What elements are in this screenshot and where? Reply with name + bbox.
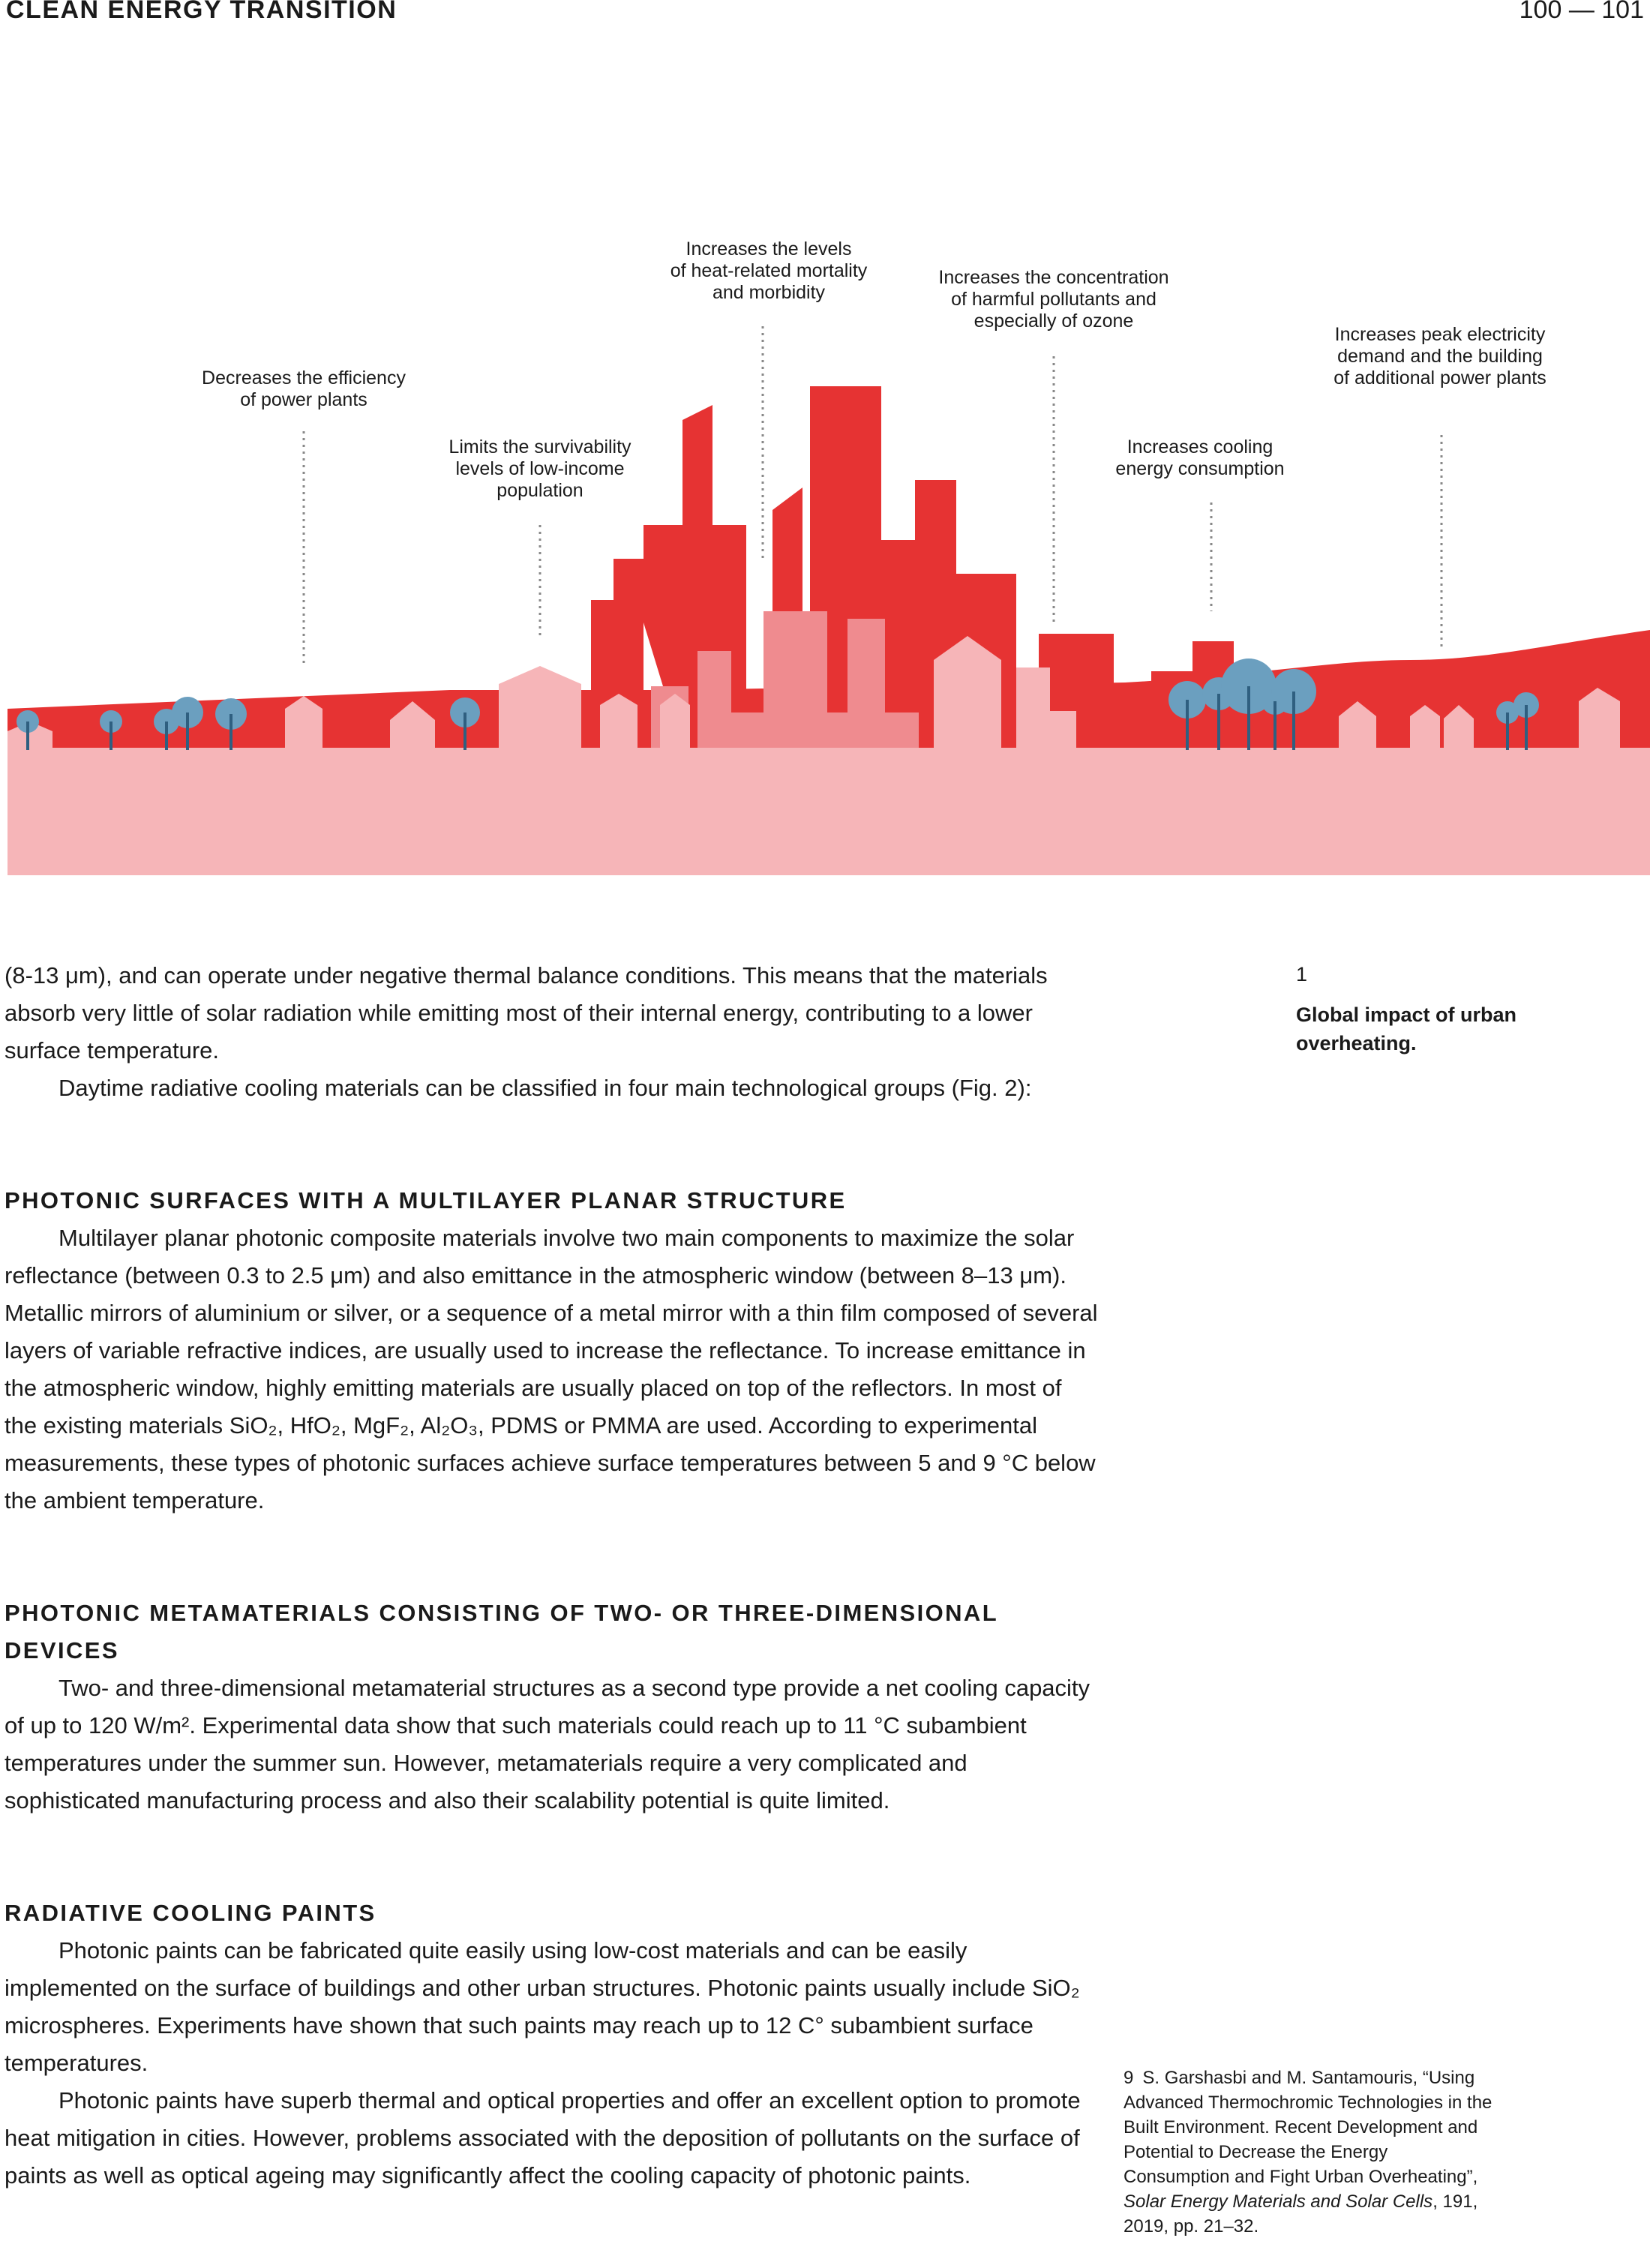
tower	[621, 561, 644, 568]
callout-power-plant-efficiency: Decreases the efficiency of power plants	[202, 368, 406, 410]
ground-plane	[8, 748, 1650, 875]
section-cooling-paints	[4, 1894, 1100, 2194]
body-text	[4, 957, 1100, 1107]
callout-heat-mortality: Increases the levels of heat-related mortality and morbidity	[670, 238, 868, 303]
paragraph: Multilayer planar photonic composite materials involve two main components to maximize the solar reflectance (between 0.3 to 2.5 μm) and also emittance in the atmospheric window (between 8–13 μm). Metallic mirrors of aluminium or silver, or a sequence of a metal mirror with a thin film composed of several layers of variable refractive indices, are usually used to increase the reflectance. To increase emittance in the atmospheric window, highly emitting materials are usually placed on top of the reflectors. In most of the existing materials SiO₂, HfO₂, MgF₂, Al₂O₃, PDMS or PMMA are used. According to experimental measurements, these types of photonic surfaces achieve surface temperatures between 5 and 9 °C below the ambient temperature.	[4, 1225, 1098, 1514]
figure-caption: Global impact of urban overheating.	[1296, 1004, 1517, 1054]
callout-cooling-consumption: Increases cooling energy consumption	[1115, 436, 1285, 479]
paragraph: Photonic paints can be fabricated quite easily using low-cost materials and can be easily implemented on the surface of buildings and other urban structures. Photonic paints usually include SiO₂ microspheres. Experiments have shown that such paints may reach up to 12 C° subambient surface temperatures.	[4, 1937, 1080, 2076]
tower	[1106, 690, 1136, 720]
paragraph: (8-13 μm), and can operate under negative thermal balance conditions. This means that the materials absorb very little of solar radiation while emitting most of their internal energy, contributing to a lower surface temperature.	[4, 962, 1048, 1064]
footnote	[1124, 2066, 1498, 2239]
footnote-text-end: , 191, 2019, pp. 21–32.	[1124, 2192, 1478, 2236]
house	[1046, 711, 1076, 750]
section-heading: PHOTONIC SURFACES WITH A MULTILAYER PLANAR STRUCTURE	[4, 1187, 847, 1214]
house	[660, 694, 690, 750]
section-heading: PHOTONIC METAMATERIALS CONSISTING OF TWO- OR THREE-DIMENSIONAL DEVICES	[4, 1600, 998, 1664]
house	[600, 694, 638, 750]
paragraph: Two- and three-dimensional metamaterial structures as a second type provide a net cooling capacity of up to 120 W/m². Experimental data show that such materials could reach up to 11 °C subambient temperatures under the summer sun. However, metamaterials require a very complicated and sophisticated manufacturing process and also their scalability potential is quite limited.	[4, 1675, 1090, 1814]
paragraph: Daytime radiative cooling materials can be classified in four main technological groups (Fig. 2):	[58, 1075, 1032, 1101]
callout-pollutants-ozone: Increases the concentration of harmful pollutants and especially of ozone	[938, 267, 1169, 332]
house	[499, 666, 581, 750]
footnote-number: 9	[1124, 2068, 1134, 2088]
running-title: CLEAN ENERGY TRANSITION	[6, 0, 398, 24]
figure-caption-number: 1	[1296, 963, 1308, 986]
section-heading: RADIATIVE COOLING PAINTS	[4, 1900, 376, 1926]
house	[934, 636, 1001, 750]
callout-peak-electricity: Increases peak electricity demand and the building of additional power plants	[1334, 324, 1546, 388]
tower	[724, 712, 919, 750]
footnote-text: S. Garshasbi and M. Santamouris, “Using Advanced Thermochromic Technologies in the Built Environment. Recent Development and Potential to Decrease the Energy Consumption and Fight Urban Overheating”,	[1124, 2068, 1492, 2187]
footnote-journal: Solar Energy Materials and Solar Cells	[1124, 2192, 1433, 2212]
page-numbers: 100 — 101	[1519, 0, 1644, 24]
callout-low-income-survivability: Limits the survivability levels of low-income population	[448, 436, 632, 501]
house	[1016, 668, 1050, 750]
section-metamaterials	[4, 1594, 1100, 1820]
paragraph: Photonic paints have superb thermal and optical properties and offer an excellent option to promote heat mitigation in cities. However, problems associated with the deposition of pollutants on the surface of paints as well as optical ageing may significantly affect the cooling capacity of photonic paints.	[4, 2087, 1081, 2188]
urban-overheating-illustration	[0, 210, 1650, 885]
section-multilayer	[4, 1182, 1100, 1520]
